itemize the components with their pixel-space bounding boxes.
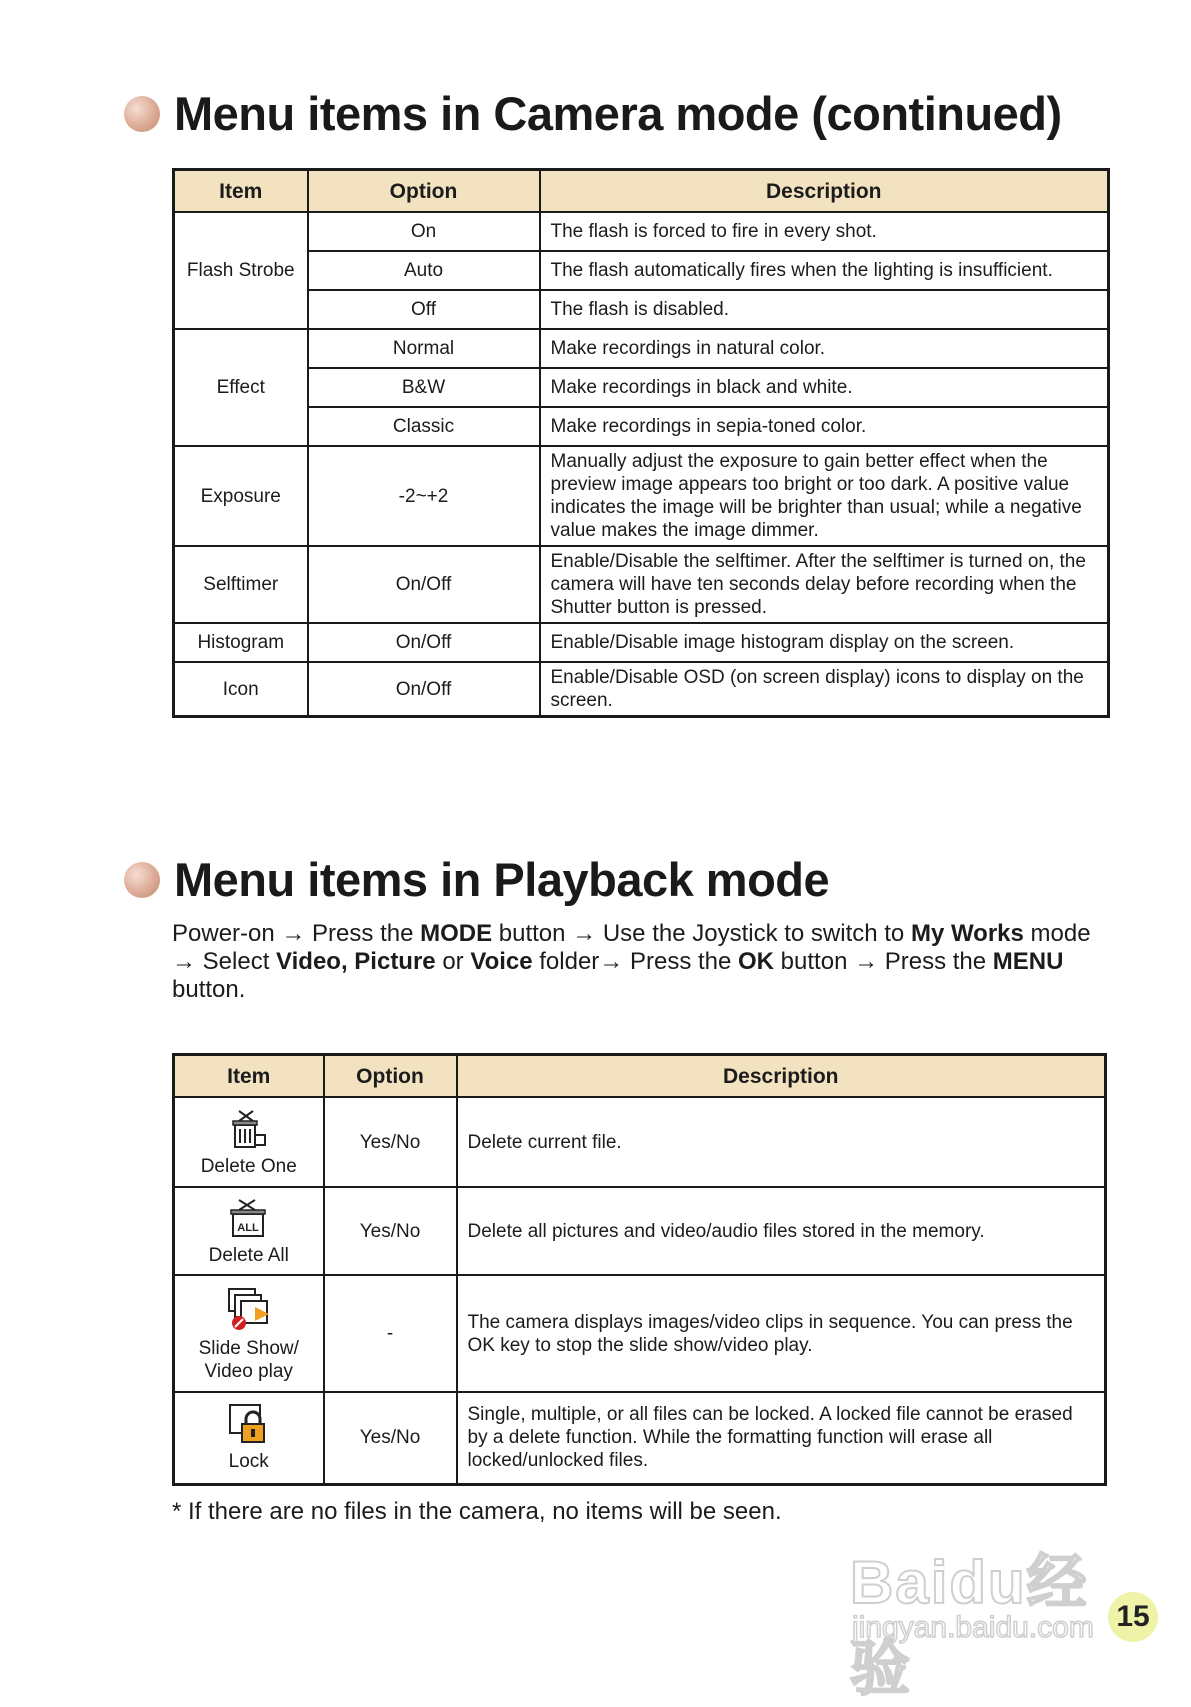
- option-cell: Auto: [308, 251, 540, 290]
- table-header-row: [174, 170, 1109, 213]
- option-cell: On: [308, 212, 540, 251]
- footnote: * If there are no files in the camera, no items will be seen.: [172, 1498, 782, 1525]
- item-cell: [174, 1097, 324, 1187]
- slideshow-icon: [225, 1285, 273, 1333]
- intro-text: button → Use the Joystick to switch to: [492, 920, 911, 947]
- description-cell: The flash is forced to fire in every shot.: [540, 212, 1109, 251]
- table-row: [174, 546, 1109, 623]
- table-row: [174, 329, 1109, 368]
- intro-bold: Voice: [470, 948, 533, 975]
- table-row: [174, 1187, 1106, 1275]
- intro-text: Power-on → Press the: [172, 920, 421, 947]
- option-cell: Classic: [308, 407, 540, 446]
- page-number: 15: [1108, 1592, 1158, 1642]
- table-row: [174, 368, 1109, 407]
- playback-instructions: [172, 920, 1102, 1004]
- lock-icon: [227, 1402, 271, 1446]
- item-cell: Exposure: [174, 446, 308, 546]
- table-header-row: [174, 1055, 1106, 1098]
- description-cell: Enable/Disable OSD (on screen display) icons to display on the screen.: [540, 662, 1109, 717]
- option-cell: Yes/No: [324, 1187, 457, 1275]
- description-cell: Delete current file.: [457, 1097, 1106, 1187]
- intro-text: folder→ Press the: [532, 948, 739, 975]
- intro-bold: MODE: [420, 920, 493, 947]
- column-header-option: Option: [324, 1055, 457, 1098]
- item-cell: Icon: [174, 662, 308, 717]
- option-cell: -: [324, 1275, 457, 1392]
- item-label: Slide Show/ Video play: [198, 1337, 299, 1382]
- description-cell: Delete all pictures and video/audio files stored in the memory.: [457, 1187, 1106, 1275]
- delete-all-icon: [227, 1196, 271, 1240]
- description-cell: Manually adjust the exposure to gain better effect when the preview image appears too bright or too dark. A positive value indicates the image will be brighter than usual; while a negative value makes the image dimmer.: [540, 446, 1109, 546]
- description-cell: Single, multiple, or all files can be locked. A locked file cannot be erased by a delete function. While the formatting function will erase all locked/unlocked files.: [457, 1392, 1106, 1484]
- table-row: [174, 623, 1109, 662]
- table-row: [174, 1097, 1106, 1187]
- intro-text: mode → Select: [172, 920, 1091, 975]
- table-row: [174, 290, 1109, 329]
- item-cell: Selftimer: [174, 546, 308, 623]
- description-cell: Enable/Disable image histogram display on the screen.: [540, 623, 1109, 662]
- table-row: [174, 251, 1109, 290]
- item-cell: [174, 1187, 324, 1275]
- option-cell: On/Off: [308, 623, 540, 662]
- description-cell: The flash is disabled.: [540, 290, 1109, 329]
- item-label: Delete All: [208, 1244, 289, 1266]
- intro-text: button.: [172, 976, 246, 1003]
- intro-bold: My Works: [910, 920, 1024, 947]
- intro-bold: Video, Picture: [276, 948, 436, 975]
- camera-section-title-block: [124, 86, 1062, 141]
- option-cell: -2~+2: [308, 446, 540, 546]
- item-cell: [174, 1275, 324, 1392]
- svg-text:ALL: ALL: [237, 1221, 259, 1234]
- column-header-item: Item: [174, 170, 308, 213]
- intro-bold: OK: [738, 948, 775, 975]
- option-cell: On/Off: [308, 662, 540, 717]
- item-cell: Effect: [174, 329, 308, 446]
- intro-bold: MENU: [992, 948, 1064, 975]
- table-row: [174, 1275, 1106, 1392]
- baidu-watermark: [850, 1515, 1150, 1702]
- intro-text: button → Press the: [774, 948, 993, 975]
- delete-one-icon: [227, 1107, 271, 1151]
- option-cell: On/Off: [308, 546, 540, 623]
- option-cell: Normal: [308, 329, 540, 368]
- watermark-brand: Baidu经验: [850, 1549, 1089, 1702]
- item-cell: Histogram: [174, 623, 308, 662]
- column-header-item: Item: [174, 1055, 324, 1098]
- table-row: [174, 407, 1109, 446]
- section-bullet-icon: [124, 96, 160, 132]
- item-label: Lock: [228, 1451, 269, 1473]
- table-row: [174, 446, 1109, 546]
- description-cell: The flash automatically fires when the lighting is insufficient.: [540, 251, 1109, 290]
- description-cell: Make recordings in natural color.: [540, 329, 1109, 368]
- intro-text: or: [435, 948, 471, 975]
- column-header-description: Description: [457, 1055, 1106, 1098]
- option-cell: Yes/No: [324, 1097, 457, 1187]
- option-cell: B&W: [308, 368, 540, 407]
- table-row: [174, 1392, 1106, 1484]
- playback-section-title-block: [124, 852, 829, 907]
- item-cell: Flash Strobe: [174, 212, 308, 329]
- description-cell: The camera displays images/video clips in sequence. You can press the OK key to stop the slide show/video play.: [457, 1275, 1106, 1392]
- camera-section-title: Menu items in Camera mode (continued): [174, 87, 1062, 140]
- item-label: Delete One: [200, 1155, 297, 1177]
- option-cell: Off: [308, 290, 540, 329]
- camera-menu-table: [172, 168, 1110, 718]
- item-cell: [174, 1392, 324, 1484]
- table-row: [174, 212, 1109, 251]
- column-header-option: Option: [308, 170, 540, 213]
- watermark-url: jingyan.baidu.com: [852, 1611, 1094, 1644]
- description-cell: Enable/Disable the selftimer. After the selftimer is turned on, the camera will have ten seconds delay before recording when the Shutter button is pressed.: [540, 546, 1109, 623]
- option-cell: Yes/No: [324, 1392, 457, 1484]
- playback-menu-table: [172, 1053, 1107, 1486]
- playback-section-title: Menu items in Playback mode: [174, 853, 830, 906]
- description-cell: Make recordings in black and white.: [540, 368, 1109, 407]
- section-bullet-icon: [124, 862, 160, 898]
- column-header-description: Description: [540, 170, 1109, 213]
- description-cell: Make recordings in sepia-toned color.: [540, 407, 1109, 446]
- table-row: [174, 662, 1109, 717]
